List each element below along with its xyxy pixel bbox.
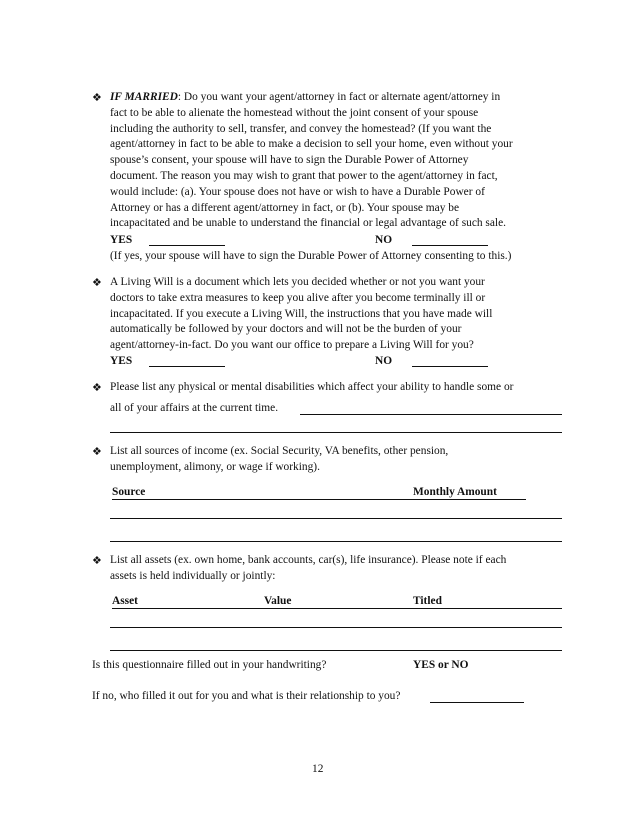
married-paragraph: IF MARRIED: Do you want your agent/attorney in fact or alternate agent/attorney in fact to be able to alienate the homestead without the joint consent of your spouse including the authority to sell, transfer, and convey the homestead? (If you want the agent/attorney in fact to be able to make a decision to sell your home, even without your spouse’s consent, your spouse will have to sign the Durable Power of Attorney document. The reason you may wish to grant that power to the agent/attorney in fact, would include: (a). Your spouse does not have or wish to have a Durable Power of Attorney or has a different agent/attorney in fact, or (b). Your spouse may be incapacitated and be unable to understand the financial or legal advantage of such sale.	[110, 91, 513, 230]
assets-header-underline	[112, 608, 562, 609]
living-will-no-label: NO	[375, 355, 393, 367]
bullet-icon: ❖	[92, 445, 102, 458]
married-note: (If yes, your spouse will have to sign the Durable Power of Attorney consenting to this.)	[110, 250, 512, 262]
married-no-label: NO	[375, 234, 393, 246]
married-yes-label: YES	[110, 234, 133, 246]
assets-asset-header: Asset	[112, 595, 138, 607]
married-label: IF MARRIED	[110, 91, 178, 103]
living-will-paragraph: A Living Will is a document which lets you decided whether or not you want your doctors to take extra measures to keep you alive after you become terminally ill or incapacitated. If you execute a Living Will, the instructions that you have made will automatically be followed by your doctors and will not be the burden of your agent/attorney-in-fact. Do you want our office to prepare a Living Will for you?	[110, 276, 493, 352]
bullet-icon: ❖	[92, 381, 102, 394]
bullet-icon: ❖	[92, 276, 102, 289]
assets-paragraph: List all assets (ex. own home, bank accounts, car(s), life insurance). Please note if each assets is held individually or jointly:	[110, 554, 507, 582]
bullet-icon: ❖	[92, 554, 102, 567]
disabilities-line-1: Please list any physical or mental disabilities which affect your ability to handle some or	[110, 381, 514, 393]
assets-titled-header: Titled	[413, 595, 442, 607]
filled-by-answer-line[interactable]	[430, 702, 524, 703]
married-no-field[interactable]	[412, 234, 488, 246]
bullet-icon: ❖	[92, 91, 102, 104]
income-answer-line[interactable]	[110, 518, 562, 519]
handwriting-answer[interactable]: YES or NO	[413, 659, 469, 671]
income-amount-header: Monthly Amount	[413, 486, 497, 498]
disabilities-answer-line[interactable]	[110, 432, 562, 433]
assets-answer-line[interactable]	[110, 650, 562, 651]
income-answer-line[interactable]	[110, 541, 562, 542]
income-paragraph: List all sources of income (ex. Social Security, VA benefits, other pension, unemployment, alimony, or wage if working).	[110, 445, 449, 473]
handwriting-question: Is this questionnaire filled out in your handwriting?	[92, 659, 327, 671]
assets-value-header: Value	[264, 595, 292, 607]
disabilities-line-2: all of your affairs at the current time.	[110, 402, 279, 414]
living-will-yes-label: YES	[110, 355, 133, 367]
living-will-yes-field[interactable]	[149, 355, 225, 367]
page-number: 12	[312, 763, 324, 775]
income-source-header: Source	[112, 486, 146, 498]
filled-by-question: If no, who filled it out for you and what is their relationship to you?	[92, 690, 401, 702]
living-will-no-field[interactable]	[412, 355, 488, 367]
married-yes-field[interactable]	[149, 234, 225, 246]
assets-answer-line[interactable]	[110, 627, 562, 628]
disabilities-answer-line[interactable]	[300, 414, 562, 415]
